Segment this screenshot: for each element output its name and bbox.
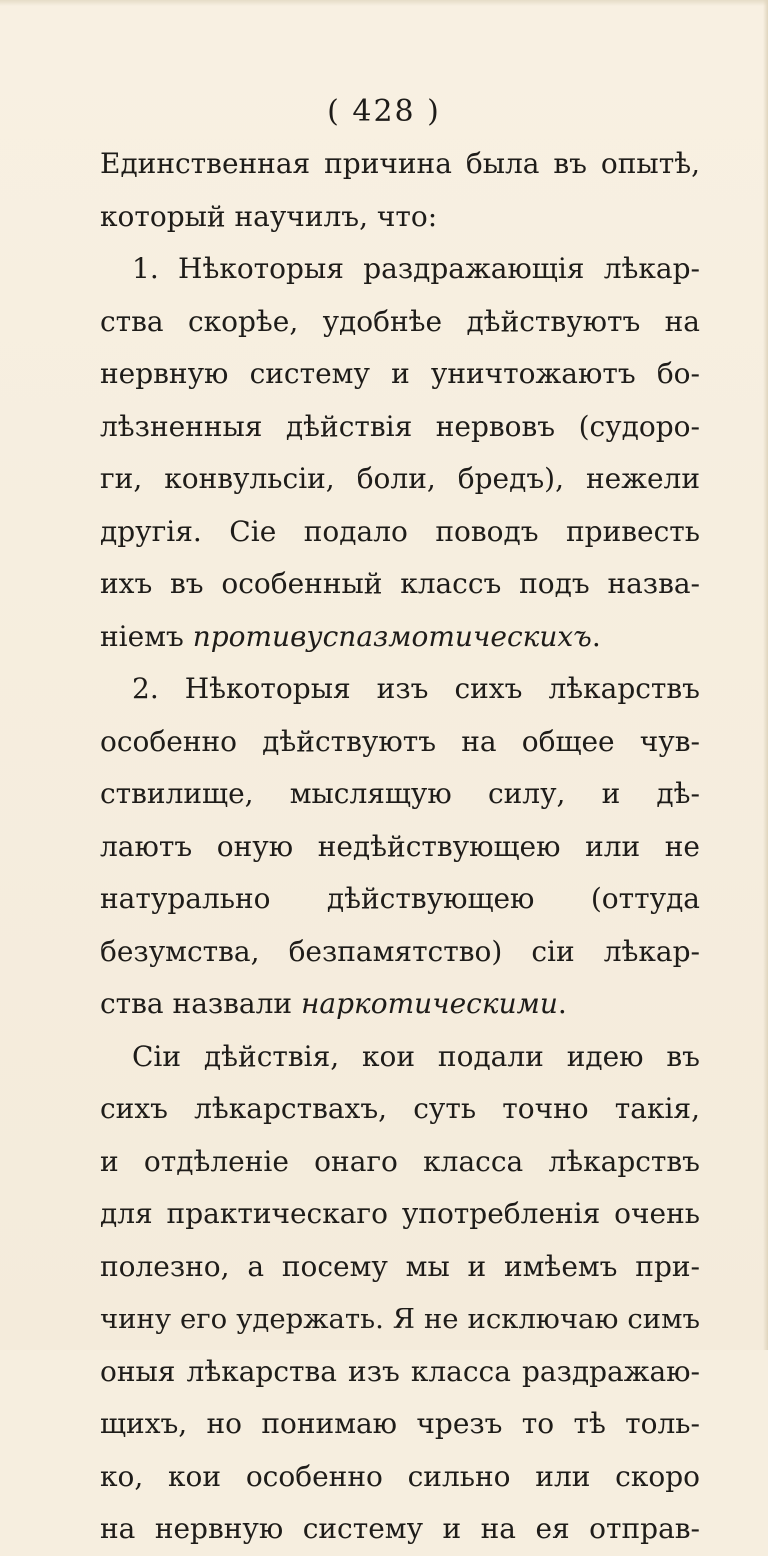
text-line: 2. Нѣкоторыя изъ сихъ лѣкарствъ [132,672,700,705]
page-right-edge [763,0,768,1350]
text-line: щихъ, но понимаю чрезъ то тѣ толь- [100,1407,700,1440]
text-run: . [591,619,601,653]
body-text [100,138,700,1556]
text-line: Сіи дѣйствія, кои подали идею въ [132,1039,700,1073]
text-line: оныя лѣкарства изъ класса раздражаю- [100,1354,700,1388]
text-line: чину его удержать. Я не исключаю симъ [100,1303,700,1335]
text-line: лѣзненныя дѣйствія нервовъ (судоро- [100,409,700,443]
text-line [100,611,700,664]
text-line: натурально дѣйствующею (оттуда [100,882,700,915]
text-line: другія. Сіе подало поводъ привесть [100,514,700,548]
text-line: сихъ лѣкарствахъ, суть точно такія, [100,1092,700,1125]
text-line: ги, конвульсіи, боли, бредъ), нежели [100,462,700,495]
text-line: лаютъ оную недѣйствующею или не [100,829,700,863]
text-run: ства назвали [100,987,301,1020]
text-line: особенно дѣйствуютъ на общее чув- [100,724,700,758]
page-number: ( 428 ) [327,94,441,129]
text-line [100,978,700,1031]
text-line: безумства, безпамятство) сіи лѣкар- [100,934,700,968]
text-line: на нервную систему и на ея отправ- [100,1512,700,1545]
text-line: ствилище, мыслящую силу, и дѣ- [100,777,700,810]
italic-term: противуспазмотическихъ [192,619,592,653]
text-run: ніемъ [100,619,193,653]
text-line: который научилъ, что: [100,199,438,233]
text-line: ства скорѣе, удобнѣе дѣйствуютъ на [100,304,700,338]
text-line: ихъ въ особенный классъ подъ назва- [100,567,700,600]
text-run: . [557,987,567,1020]
italic-term: наркотическими [300,987,558,1020]
text-line: для практическаго употребленія очень [100,1197,700,1230]
page-top-edge [0,0,768,6]
text-line: и отдѣленіе онаго класса лѣкарствъ [100,1144,700,1178]
text-line: полезно, а посему мы и имѣемъ при- [100,1249,700,1283]
text-line: 1. Нѣкоторыя раздражающія лѣкар- [132,252,700,285]
text-line: Единственная причина была въ опытѣ, [100,147,700,180]
text-line: нервную систему и уничтожаютъ бо- [100,357,700,390]
text-line: ко, кои особенно сильно или скоро [100,1459,700,1493]
